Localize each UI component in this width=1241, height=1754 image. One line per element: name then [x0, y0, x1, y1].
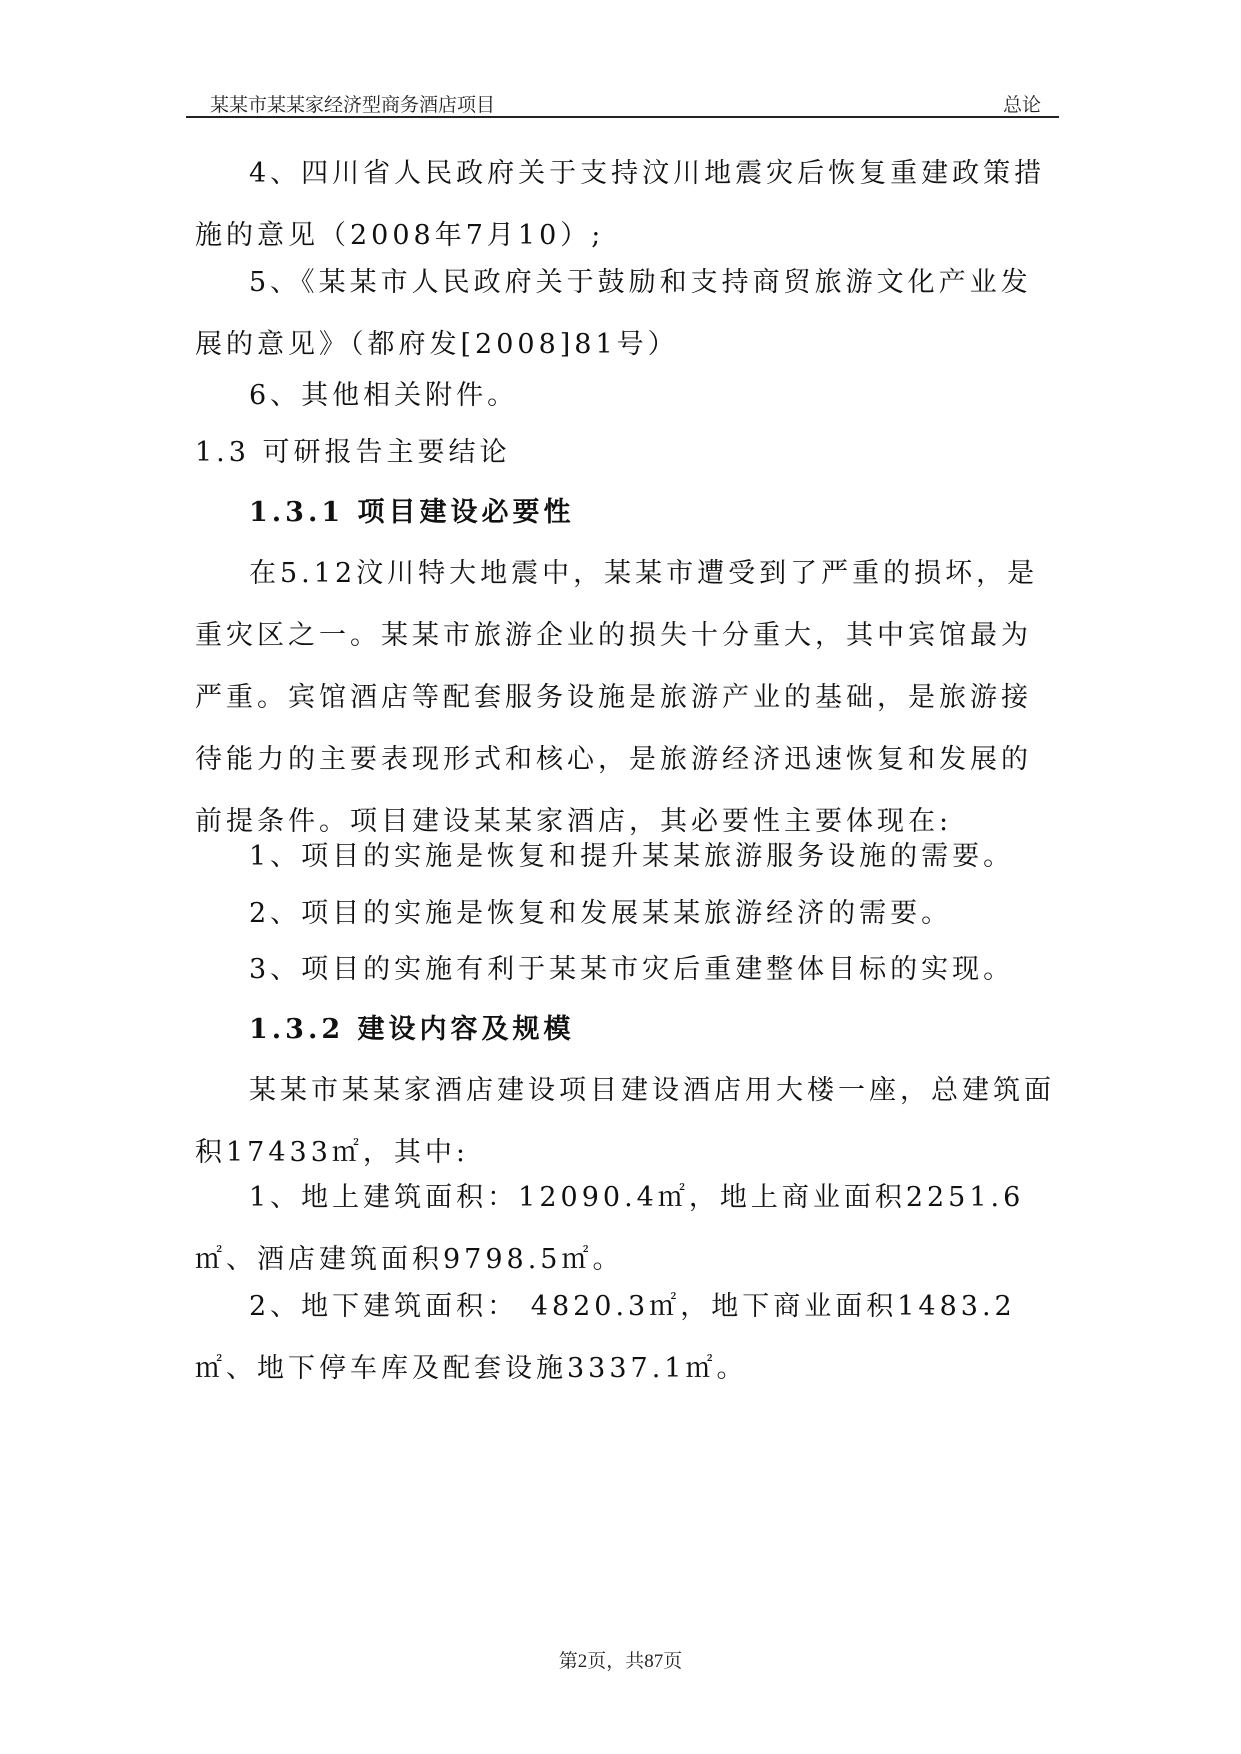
scale-paragraph: 某某市某某家酒店建设项目建设酒店用大楼一座，总建筑面积17433㎡，其中:	[195, 1075, 1055, 1168]
document-title: 某某市某某家经济型商务酒店项目	[210, 95, 496, 116]
basis-item-4: 4、四川省人民政府关于支持汶川地震灾后恢复重建政策措施的意见（2008年7月10）;	[195, 158, 1046, 251]
page-header	[186, 78, 1059, 118]
necessity-item-1: 1、项目的实施是恢复和提升某某旅游服务设施的需要。	[249, 841, 1015, 872]
necessity-paragraph: 在5.12汶川特大地震中，某某市遭受到了严重的损坏，是重灾区之一。某某市旅游企业的损失十分重大，其中宾馆最为严重。宾馆酒店等配套服务设施是旅游产业的基础，是旅游接待能力的主要表现形式和核心，是旅游经济迅速恢复和发展的前提条件。项目建设某某家酒店，其必要性主要体现在:	[195, 558, 1039, 837]
page-footer: 第2页，共87页	[558, 1651, 683, 1672]
scale-item-2: 2、地下建筑面积： 4820.3㎡，地下商业面积1483.2㎡、地下停车库及配套设施3337.1㎡。	[195, 1291, 1016, 1384]
scale-item-1: 1、地上建筑面积：12090.4㎡，地上商业面积2251.6㎡、酒店建筑面积9798.5㎡。	[195, 1182, 1025, 1275]
necessity-item-3: 3、项目的实施有利于某某市灾后重建整体目标的实现。	[249, 954, 1015, 985]
section-heading-1-3: 1.3 可研报告主要结论	[195, 437, 511, 468]
basis-item-6: 6、其他相关附件。	[249, 380, 519, 411]
basis-item-5: 5、《某某市人民政府关于鼓励和支持商贸旅游文化产业发展的意见》（都府发[2008]81号）	[195, 267, 1032, 360]
subsection-heading-1-3-1: 1.3.1 项目建设必要性	[249, 497, 575, 528]
necessity-item-2: 2、项目的实施是恢复和发展某某旅游经济的需要。	[249, 898, 953, 929]
subsection-heading-1-3-2: 1.3.2 建设内容及规模	[249, 1014, 575, 1045]
chapter-title: 总论	[1002, 95, 1041, 116]
